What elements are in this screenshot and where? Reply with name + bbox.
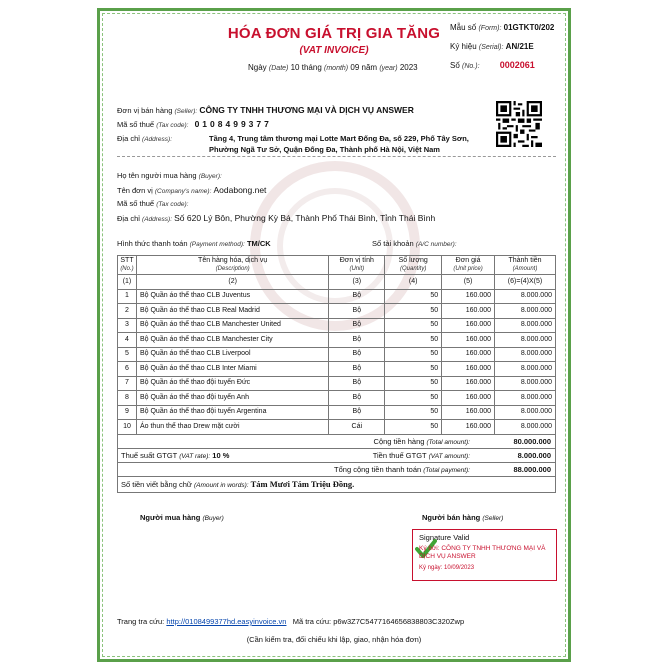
- cell-qty: 50: [385, 362, 442, 377]
- amount-in-words: Tám Mươi Tám Triệu Đồng.: [250, 479, 355, 489]
- cell-unit: Bộ: [329, 362, 385, 377]
- cell-price: 160.000: [442, 304, 495, 319]
- cell-qty: 50: [385, 304, 442, 319]
- cell-amount: 8.000.000: [495, 391, 556, 406]
- table-row: [118, 362, 556, 377]
- lookup-link[interactable]: http://0108499377hd.easyinvoice.vn: [166, 617, 287, 626]
- invoice-number: Số (No.): 0002061: [450, 60, 535, 70]
- cell-price: 160.000: [442, 289, 495, 304]
- payment-method-row: Hình thức thanh toán (Payment method): TM/CK: [117, 239, 271, 248]
- col-header-no: STT (No.): [118, 256, 137, 275]
- cell-qty: 50: [385, 420, 442, 435]
- cell-unit: Bộ: [329, 391, 385, 406]
- cell-price: 160.000: [442, 318, 495, 333]
- cell-desc: Bộ Quần áo thể thao đội tuyển Anh: [136, 391, 328, 406]
- table-row: [118, 376, 556, 391]
- cell-no: 1: [118, 289, 137, 304]
- cell-amount: 8.000.000: [495, 420, 556, 435]
- cell-no: 2: [118, 304, 137, 319]
- vat-rate-value: 10 %: [212, 451, 230, 460]
- digital-signature-box: [412, 529, 557, 581]
- table-row: [118, 391, 556, 406]
- cell-no: 8: [118, 391, 137, 406]
- seller-tax-row: Mã số thuế (Tax code): 0108499377: [117, 119, 272, 129]
- table-index-row: [118, 275, 556, 290]
- cell-amount: 8.000.000: [495, 376, 556, 391]
- cell-no: 7: [118, 376, 137, 391]
- cell-unit: Bộ: [329, 376, 385, 391]
- buyer-company-row: Tên đơn vị (Company's name): Aodabong.net: [117, 185, 267, 195]
- cell-desc: Bộ Quần áo thể thao CLB Manchester City: [136, 333, 328, 348]
- cell-amount: 8.000.000: [495, 347, 556, 362]
- lookup-row: Trang tra cứu: http://0108499377hd.easyinvoice.vn Mã tra cứu: p6w3Z7C5477164656838803C320Zwp: [117, 617, 465, 626]
- cell-price: 160.000: [442, 405, 495, 420]
- cell-price: 160.000: [442, 376, 495, 391]
- index-cell: (6)=(4)X(5): [495, 275, 556, 290]
- cell-unit: Bộ: [329, 405, 385, 420]
- seller-address: Tầng 4, Trung tâm thương mại Lotte Mart Đống Đa, số 229, Phố Tây Sơn, Phường Ngã Tư Sở, Quận Đống Đa, Thành phố Hà Nội, Việt Nam: [209, 134, 469, 154]
- col-header-description: Tên hàng hóa, dịch vụ (Description): [136, 256, 328, 275]
- form-number: Mẫu số (Form): 01GTKT0/202: [450, 23, 555, 32]
- vat-amount-value: 8.000.000: [517, 451, 551, 460]
- lookup-code: p6w3Z7C5477164656838803C320Zwp: [333, 617, 465, 626]
- index-cell: (3): [329, 275, 385, 290]
- table-row: [118, 347, 556, 362]
- buyer-person-row: Họ tên người mua hàng (Buyer):: [117, 171, 222, 180]
- cell-no: 3: [118, 318, 137, 333]
- col-header-unit-price: Đơn giá (Unit price): [442, 256, 495, 275]
- footer-note: (Cần kiểm tra, đối chiếu khi lập, giao, nhận hóa đơn): [246, 635, 422, 644]
- index-cell: (2): [136, 275, 328, 290]
- cell-qty: 50: [385, 391, 442, 406]
- cell-price: 160.000: [442, 347, 495, 362]
- cell-amount: 8.000.000: [495, 362, 556, 377]
- table-row: [118, 420, 556, 435]
- buyer-tax-row: Mã số thuế (Tax code):: [117, 199, 189, 208]
- cell-no: 4: [118, 333, 137, 348]
- signature-valid-text: Signature Valid: [419, 533, 470, 542]
- table-row: [118, 289, 556, 304]
- buyer-signature-label: Người mua hàng (Buyer): [140, 513, 224, 522]
- buyer-address-row: Địa chỉ (Address): Số 620 Lý Bôn, Phường Kỳ Bá, Thành Phố Thái Bình, Tỉnh Thái Bình: [117, 213, 436, 223]
- table-row: [118, 333, 556, 348]
- cell-amount: 8.000.000: [495, 318, 556, 333]
- cell-desc: Bộ Quần áo thể thao CLB Liverpool: [136, 347, 328, 362]
- subtotal-row: Cộng tiền hàng (Total amount): 80.000.000: [117, 435, 556, 449]
- cell-price: 160.000: [442, 420, 495, 435]
- section-divider: [117, 156, 556, 157]
- vat-row: Thuế suất GTGT (VAT rate): 10 % Tiền thuế GTGT (VAT amount): 8.000.000: [117, 449, 556, 463]
- table-header-row: [118, 256, 556, 275]
- grand-total-value: 88.000.000: [513, 465, 551, 474]
- cell-desc: Bộ Quần áo thể thao CLB Inter Miami: [136, 362, 328, 377]
- seller-signature-label: Người bán hàng (Seller): [422, 513, 504, 522]
- invoice-title: HÓA ĐƠN GIÁ TRỊ GIA TĂNG: [227, 25, 441, 42]
- cell-desc: Bộ Quần áo thể thao CLB Manchester United: [136, 318, 328, 333]
- signed-by: Ký bởi: CÔNG TY TNHH THƯƠNG MẠI VÀ DỊCH VỤ ANSWER: [419, 545, 546, 560]
- table-row: [118, 318, 556, 333]
- cell-desc: Bộ Quần áo thể thao đội tuyển Argentina: [136, 405, 328, 420]
- cell-desc: Áo thun thể thao Drew mặt cười: [136, 420, 328, 435]
- subtotal-value: 80.000.000: [513, 437, 551, 446]
- cell-unit: Bộ: [329, 347, 385, 362]
- cell-no: 10: [118, 420, 137, 435]
- cell-amount: 8.000.000: [495, 304, 556, 319]
- col-header-amount: Thành tiền (Amount): [495, 256, 556, 275]
- signed-date: Ký ngày: 10/09/2023: [419, 565, 475, 571]
- cell-desc: Bộ Quần áo thể thao đội tuyển Đức: [136, 376, 328, 391]
- cell-qty: 50: [385, 405, 442, 420]
- cell-unit: Bộ: [329, 333, 385, 348]
- serial-number: Ký hiệu (Serial): AN/21E: [450, 42, 534, 51]
- invoice-page: [97, 8, 571, 662]
- col-header-unit: Đơn vị tính (Unit): [329, 256, 385, 275]
- cell-unit: Bộ: [329, 318, 385, 333]
- table-row: [118, 304, 556, 319]
- seller-address-label: Địa chỉ (Address):: [117, 134, 173, 143]
- cell-qty: 50: [385, 376, 442, 391]
- invoice-date: Ngày (Date) 10 tháng (month) 09 năm (year) 2023: [248, 63, 418, 72]
- qr-code: [496, 101, 542, 147]
- index-cell: (4): [385, 275, 442, 290]
- index-cell: (5): [442, 275, 495, 290]
- cell-price: 160.000: [442, 333, 495, 348]
- cell-no: 5: [118, 347, 137, 362]
- table-row: [118, 405, 556, 420]
- cell-price: 160.000: [442, 391, 495, 406]
- index-cell: (1): [118, 275, 137, 290]
- col-header-quantity: Số lượng (Quantity): [385, 256, 442, 275]
- cell-desc: Bộ Quần áo thể thao CLB Juventus: [136, 289, 328, 304]
- cell-amount: 8.000.000: [495, 333, 556, 348]
- cell-desc: Bộ Quần áo thể thao CLB Real Madrid: [136, 304, 328, 319]
- cell-unit: Bộ: [329, 304, 385, 319]
- cell-qty: 50: [385, 333, 442, 348]
- cell-qty: 50: [385, 318, 442, 333]
- cell-unit: Bộ: [329, 289, 385, 304]
- account-number-row: Số tài khoản (A/C number):: [372, 239, 457, 248]
- cell-no: 9: [118, 405, 137, 420]
- cell-amount: 8.000.000: [495, 405, 556, 420]
- cell-qty: 50: [385, 347, 442, 362]
- cell-price: 160.000: [442, 362, 495, 377]
- cell-no: 6: [118, 362, 137, 377]
- amount-in-words-row: Số tiền viết bằng chữ (Amount in words): Tám Mươi Tám Triệu Đồng.: [117, 477, 556, 493]
- items-table: [117, 255, 556, 435]
- cell-unit: Cái: [329, 420, 385, 435]
- seller-name-row: Đơn vị bán hàng (Seller): CÔNG TY TNHH THƯƠNG MẠI VÀ DỊCH VỤ ANSWER: [117, 105, 414, 115]
- invoice-subtitle: (VAT INVOICE): [299, 45, 369, 56]
- grand-total-row: Tổng cộng tiền thanh toán (Total payment): 88.000.000: [117, 463, 556, 477]
- cell-qty: 50: [385, 289, 442, 304]
- cell-amount: 8.000.000: [495, 289, 556, 304]
